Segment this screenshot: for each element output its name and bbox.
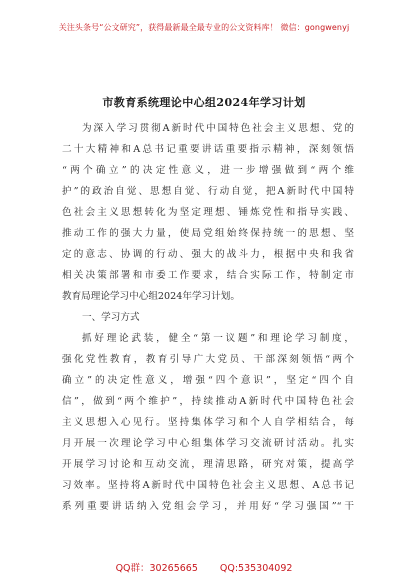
paragraph-line: 色社会主义思想转化为坚定理想、锤炼党性和指导实践、	[62, 207, 354, 218]
paragraph-line: 系列重要讲话纳入党组会学习，并用好“学习强国”“干	[62, 501, 354, 512]
paragraph-line: 习效率。坚持将A新时代中国特色社会主义思想、A总书记	[62, 480, 354, 491]
paragraph-line: 教育局理论学习中心组2024年学习计划。	[62, 291, 240, 302]
paragraph-line: 定的意志、协调的行动、强大的战斗力，根据中央和我省	[62, 249, 354, 260]
paragraph-line: 推动工作的强大力量，使局党组始终保持统一的思想、坚	[62, 228, 354, 239]
paragraph-line: 抓好理论武装，健全“第一议题”和理论学习制度，	[82, 333, 354, 344]
paragraph-line: 护”的政治自觉、思想自觉、行动自觉，把A新时代中国特	[62, 186, 354, 197]
paragraph-line: 确立”的决定性意义，增强“四个意识”，坚定“四个自	[62, 375, 354, 386]
paragraph-line: “两个确立”的决定性意义，进一步增强做到“两个维	[62, 165, 354, 176]
paragraph-line: 月开展一次理论学习中心组集体学习交流研讨活动。扎实	[62, 438, 354, 449]
paragraph-line: 信”，做到“两个维护”，持续推动A新时代中国特色社会	[62, 396, 354, 407]
paragraph-line: 二十大精神和A总书记重要讲话重要指示精神，深刻领悟	[62, 144, 354, 155]
footer-contact	[0, 560, 408, 574]
paragraph-line: 强化党性教育，教育引导广大党员、干部深刻领悟“两个	[62, 354, 354, 365]
document-body	[62, 118, 354, 517]
paragraph-line: 开展学习讨论和互动交流，理清思路，研究对策，提高学	[62, 459, 354, 470]
paragraph-line: 为深入学习贯彻A新时代中国特色社会主义思想、党的	[82, 123, 354, 134]
paragraph-line: 主义思想入心见行。坚持集体学习和个人自学相结合，每	[62, 417, 354, 428]
section-heading: 一、学习方式	[82, 312, 140, 323]
header-banner: 关注头条号“公文研究”，获得最新最全最专业的公文资料库！ 微信：gongwenyj	[58, 23, 350, 32]
paragraph-line: 相关决策部署和市委工作要求，结合实际工作，特制定市	[62, 270, 354, 281]
document-title: 市教育系统理论中心组2024年学习计划	[102, 96, 306, 109]
footer-qq-group: QQ群：30265665	[115, 563, 198, 574]
footer-qq-number: QQ:535304092	[219, 563, 293, 574]
